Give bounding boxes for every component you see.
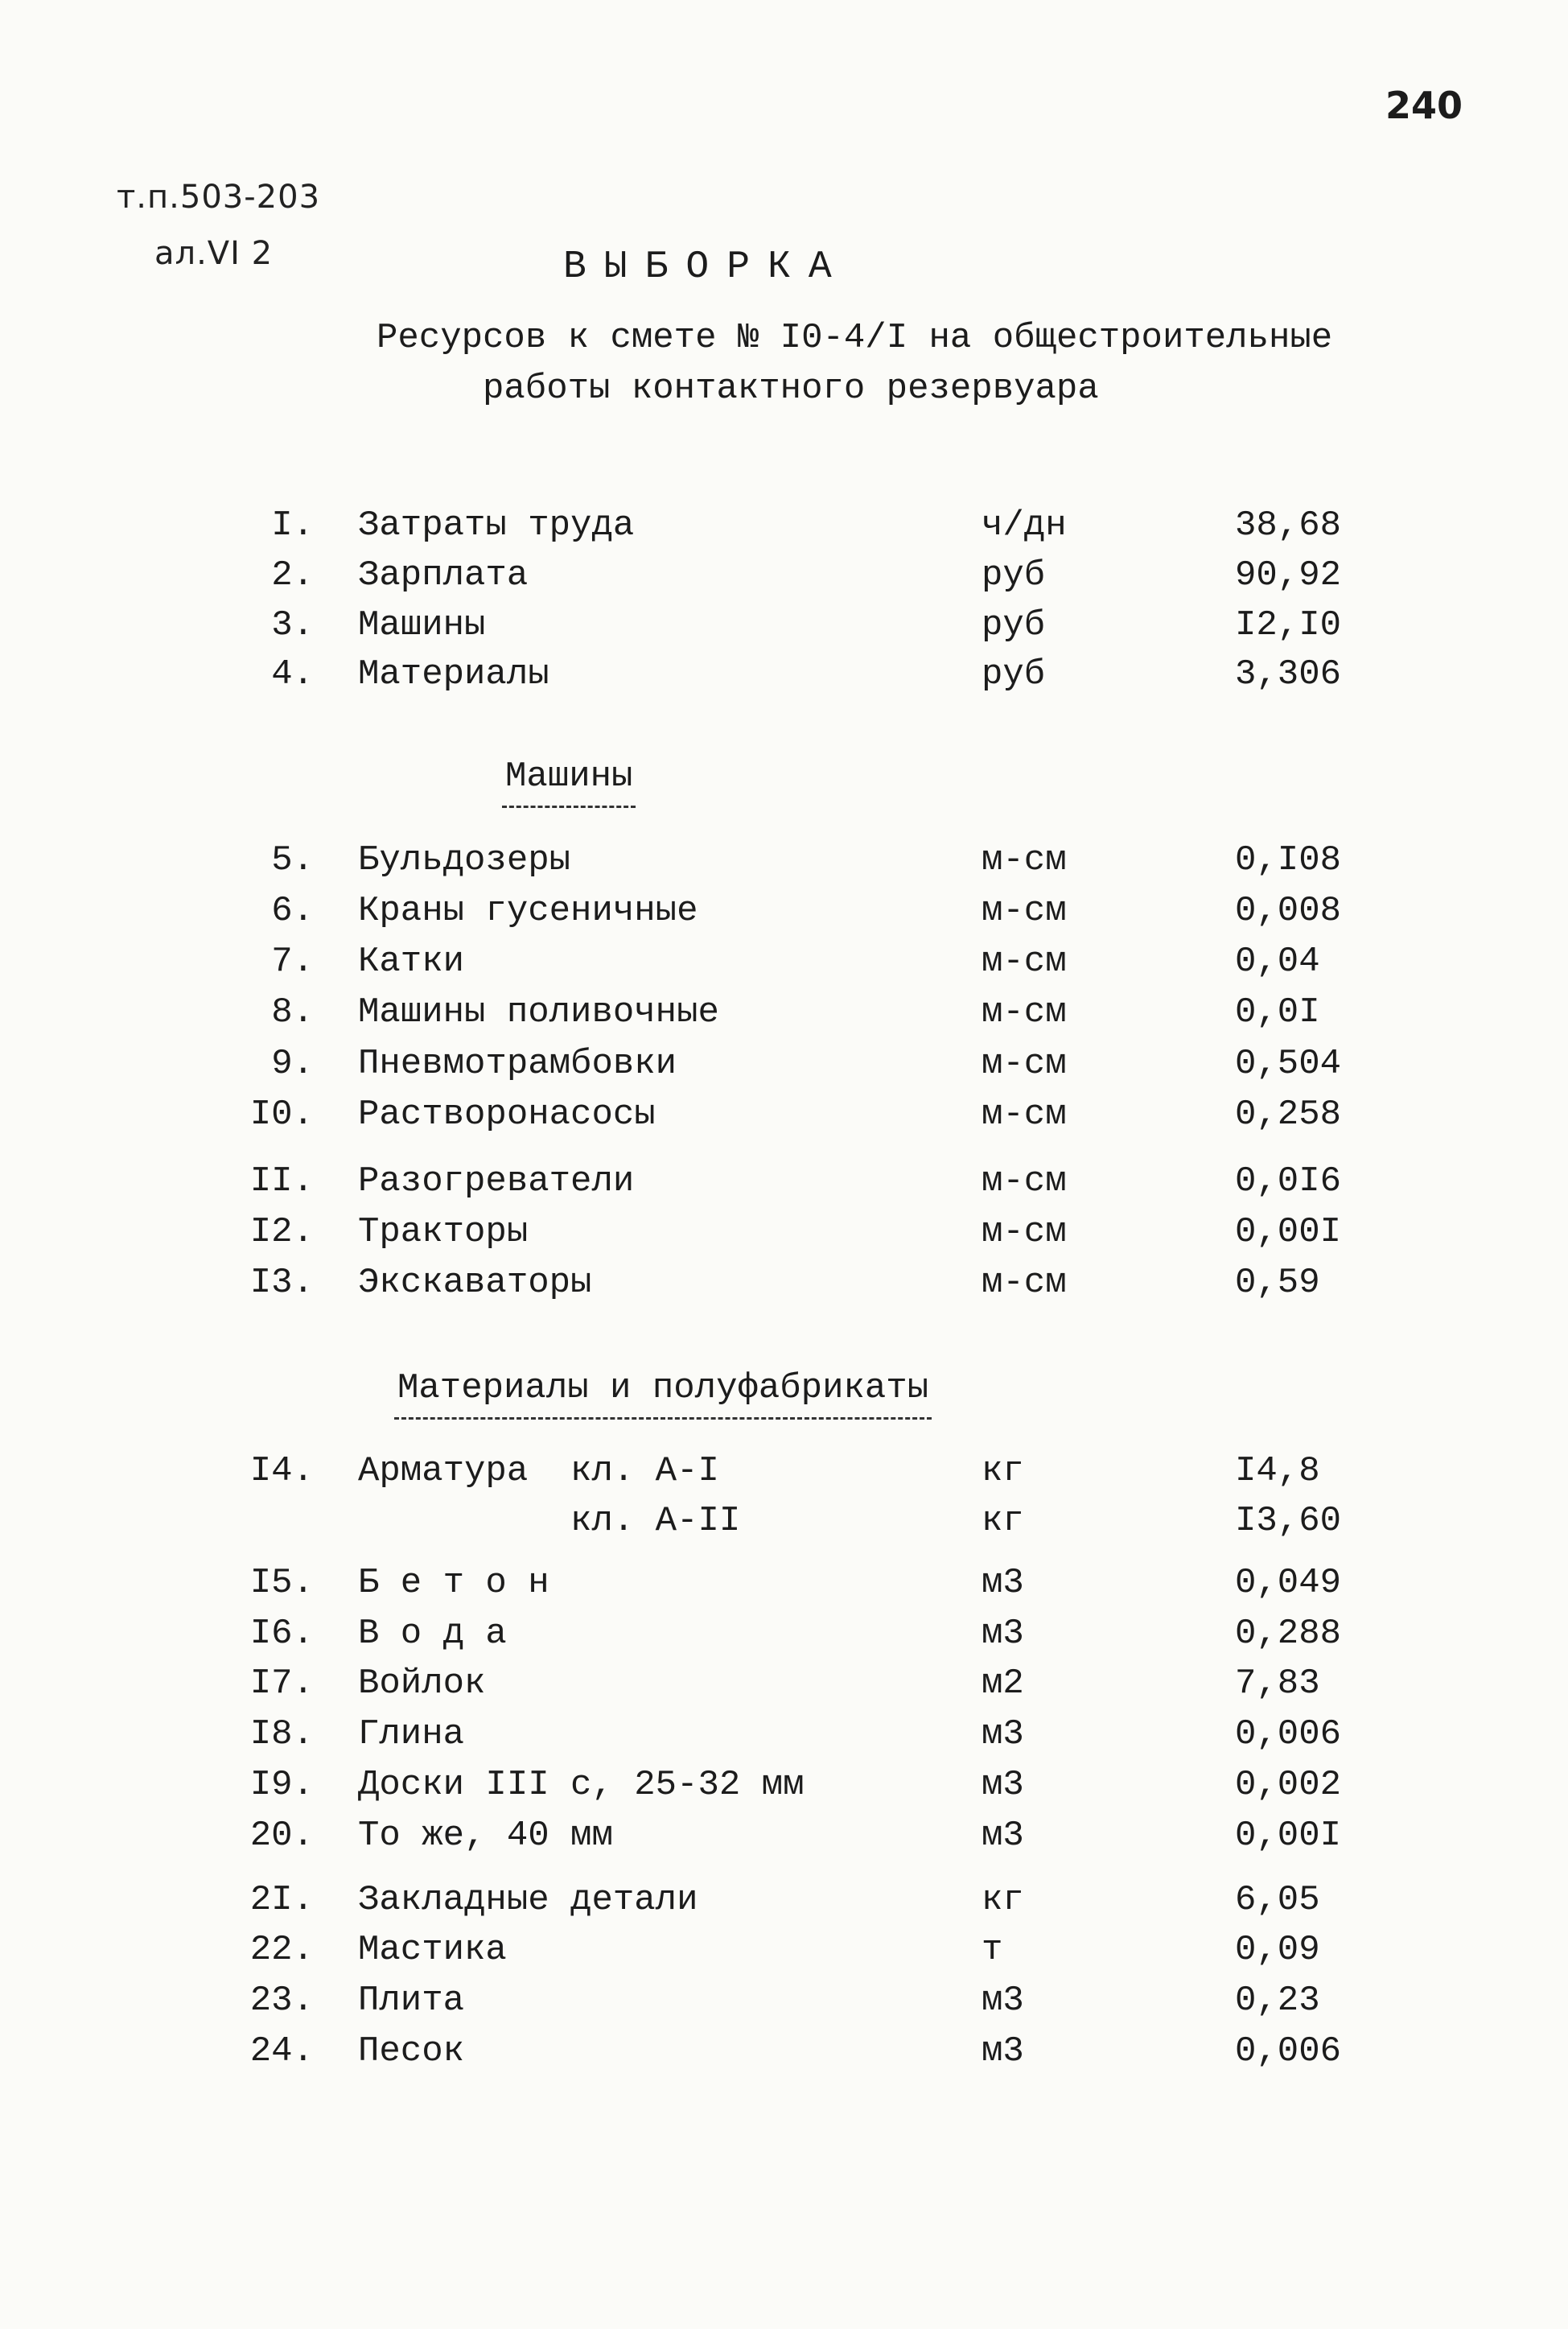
row-value: 0,504 [1235,1044,1342,1084]
table-row [0,1044,1568,1092]
table-row [0,605,1568,653]
row-number: I0. [249,1094,314,1135]
row-number: 24. [249,2031,314,2071]
document-title: ВЫБОРКА [563,245,850,289]
row-number: I2. [249,1212,314,1252]
row-unit: м-см [982,992,1067,1033]
row-value: 0,09 [1235,1930,1320,1970]
row-name: Зарплата [358,555,529,596]
row-unit: кг [982,1501,1024,1541]
row-unit: м-см [982,840,1067,880]
table-row [0,992,1568,1041]
table-row [0,942,1568,990]
table-row [0,1263,1568,1311]
row-value: 0,258 [1235,1094,1342,1135]
row-unit: м3 [982,1563,1024,1603]
row-unit: м-см [982,1212,1067,1252]
row-number: 20. [249,1816,314,1856]
row-number: 2. [271,555,314,596]
row-value: I4,8 [1235,1451,1320,1491]
row-number: I7. [249,1663,314,1704]
row-unit: кг [982,1880,1024,1920]
row-name: Глина [358,1714,465,1754]
row-number: 4. [271,654,314,695]
row-value: 3,306 [1235,654,1342,695]
row-unit: м-см [982,942,1067,982]
row-name: Экскаваторы [358,1263,592,1303]
table-row [0,1880,1568,1928]
handwritten-project-code: т.п.503-203 [117,179,321,216]
row-unit: руб [982,605,1046,645]
row-name: Пневмотрамбовки [358,1044,677,1084]
row-name: В о д а [358,1614,507,1654]
machines-heading [505,756,632,797]
table-row [0,505,1568,554]
row-unit: м3 [982,1981,1024,2021]
table-row [0,1563,1568,1611]
row-name: Краны гусеничные [358,891,698,931]
row-unit: кг [982,1451,1024,1491]
row-unit: ч/дн [982,505,1067,546]
row-name: Б е т о н [358,1563,549,1603]
row-name: кл. А-II [358,1501,741,1541]
row-number: I8. [249,1714,314,1754]
row-name: Машины поливочные [358,992,719,1033]
row-number: 9. [271,1044,314,1084]
machines-heading-text: Машины [505,756,633,797]
row-number: 7. [271,942,314,982]
row-name: Бульдозеры [358,840,571,880]
row-number: 2I. [249,1880,314,1920]
row-value: 0,0I [1235,992,1320,1033]
row-unit: м-см [982,1094,1067,1135]
row-number: I5. [249,1563,314,1603]
row-value: 0,006 [1235,2031,1342,2071]
row-value: 0,288 [1235,1614,1342,1654]
table-row [0,1663,1568,1712]
row-unit: м3 [982,1714,1024,1754]
materials-heading-underline [394,1417,932,1420]
table-row [0,1614,1568,1662]
row-name: Войлок [358,1663,486,1704]
row-name: Машины [358,605,486,645]
row-value: 0,00I [1235,1212,1342,1252]
table-row [0,1212,1568,1260]
table-row [0,2031,1568,2080]
materials-heading [397,1368,928,1408]
row-value: 0,23 [1235,1981,1320,2021]
row-name: Закладные детали [358,1880,698,1920]
table-row [0,891,1568,939]
row-unit: руб [982,654,1046,695]
row-name: Тракторы [358,1212,529,1252]
row-number: I9. [249,1765,314,1805]
table-row [0,1501,1568,1549]
materials-heading-text: Материалы и полуфабрикаты [397,1368,929,1408]
table-row [0,654,1568,703]
row-unit: м-см [982,891,1067,931]
table-row [0,1451,1568,1499]
row-value: 0,04 [1235,942,1320,982]
row-unit: т [982,1930,1003,1970]
table-row [0,555,1568,604]
row-unit: руб [982,555,1046,596]
row-name: Разогреватели [358,1161,635,1202]
row-unit: м-см [982,1161,1067,1202]
row-number: 8. [271,992,314,1033]
row-unit: м3 [982,1614,1024,1654]
row-number: II. [249,1161,314,1202]
row-value: I3,60 [1235,1501,1342,1541]
row-number: I4. [249,1451,314,1491]
row-value: 0,008 [1235,891,1342,931]
row-unit: м3 [982,2031,1024,2071]
row-value: 38,68 [1235,505,1342,546]
row-name: Мастика [358,1930,507,1970]
row-value: 0,002 [1235,1765,1342,1805]
row-unit: м3 [982,1816,1024,1856]
row-value: 7,83 [1235,1663,1320,1704]
page-number: 240 [1385,84,1463,127]
row-unit: м-см [982,1263,1067,1303]
table-row [0,840,1568,888]
row-number: I. [271,505,314,546]
table-row [0,1816,1568,1864]
row-number: I6. [249,1614,314,1654]
table-row [0,1161,1568,1210]
row-number: 3. [271,605,314,645]
machines-heading-underline [502,806,636,808]
table-row [0,1981,1568,2029]
row-value: 0,0I6 [1235,1161,1342,1202]
table-row [0,1765,1568,1813]
row-value: 0,049 [1235,1563,1342,1603]
row-number: 5. [271,840,314,880]
table-row [0,1094,1568,1143]
row-name: Плита [358,1981,465,2021]
row-value: 0,59 [1235,1263,1320,1303]
handwritten-album-number: ал.VI 2 [154,235,274,272]
row-name: Катки [358,942,465,982]
row-name: Материалы [358,654,549,695]
row-unit: м2 [982,1663,1024,1704]
row-value: 6,05 [1235,1880,1320,1920]
row-name: Песок [358,2031,465,2071]
document-subtitle-line-2: работы контактного резервуара [483,369,1099,409]
table-row [0,1930,1568,1978]
row-name: Доски III с, 25-32 мм [358,1765,805,1805]
row-name: Растворонасосы [358,1094,656,1135]
row-number: 6. [271,891,314,931]
row-unit: м3 [982,1765,1024,1805]
row-unit: м-см [982,1044,1067,1084]
row-value: 90,92 [1235,555,1342,596]
row-number: 23. [249,1981,314,2021]
row-value: 0,00I [1235,1816,1342,1856]
row-value: 0,I08 [1235,840,1342,880]
row-name: Затраты труда [358,505,635,546]
row-name: То же, 40 мм [358,1816,613,1856]
table-row [0,1714,1568,1762]
document-subtitle-line-1: Ресурсов к смете № I0-4/I на общестроительные [377,318,1333,358]
row-value: I2,I0 [1235,605,1342,645]
row-value: 0,006 [1235,1714,1342,1754]
row-number: I3. [249,1263,314,1303]
row-name: Арматура кл. А-I [358,1451,719,1491]
row-number: 22. [249,1930,314,1970]
